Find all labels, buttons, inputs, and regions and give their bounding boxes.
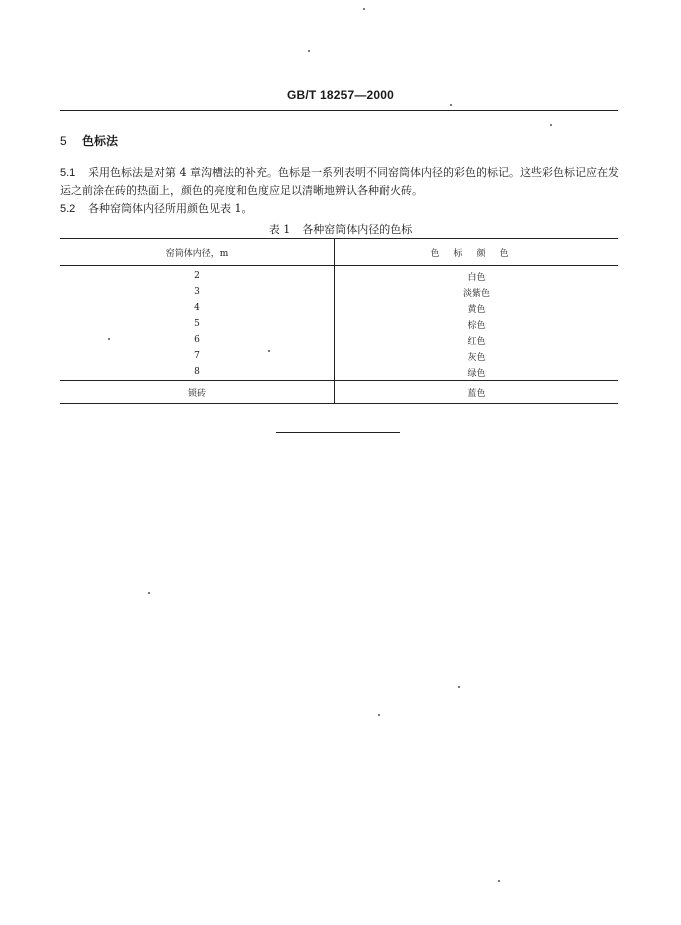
cell-diameter: 锁砖 [60, 381, 335, 404]
table-row [60, 284, 618, 300]
table-caption-number: 表 1 [268, 223, 291, 236]
cell-color: 黄色 [467, 304, 486, 315]
scan-speck [450, 104, 452, 106]
clause-text: 采用色标法是对第 4 章沟槽法的补充。色标是一系列表明不同窑筒体内径的彩色的标记。这些彩色标记应在发运之前涂在砖的热面上，颜色的亮度和色度应足以清晰地辨认各种耐火砖。 [60, 166, 619, 197]
scan-speck [148, 592, 150, 594]
scan-speck [108, 338, 110, 340]
clause-number: 5.1 [60, 167, 76, 179]
cell-color: 淡紫色 [462, 288, 490, 299]
page-header: GB/T 18257—2000 [286, 88, 395, 102]
section-number: 5 [60, 134, 67, 148]
table-footer-row [60, 381, 618, 404]
scan-speck [308, 50, 310, 52]
clause-5-1 [60, 164, 620, 199]
cell-diameter: 4 [60, 300, 335, 316]
clause-text: 各种窑筒体内径所用颜色见表 1。 [88, 202, 253, 215]
cell-diameter: 5 [60, 316, 335, 332]
clause-5-2 [60, 200, 620, 218]
table-row [60, 332, 618, 348]
header-color: 色标颜色 [335, 239, 619, 266]
table-row [60, 316, 618, 332]
table-row [60, 364, 618, 381]
scan-speck [458, 686, 460, 688]
color-code-table [60, 238, 618, 404]
scan-speck [378, 714, 380, 716]
cell-diameter: 7 [60, 348, 335, 364]
header-diameter: 窑筒体内径，m [60, 239, 335, 266]
cell-diameter: 3 [60, 284, 335, 300]
table-header-row [60, 239, 618, 266]
table-row [60, 300, 618, 316]
cell-diameter: 8 [60, 364, 335, 381]
table-row [60, 266, 618, 285]
scan-speck [268, 350, 270, 352]
cell-color: 灰色 [467, 352, 486, 363]
clause-number: 5.2 [60, 203, 76, 215]
cell-color: 绿色 [467, 368, 486, 379]
cell-color: 棕色 [467, 320, 486, 331]
scan-speck [363, 8, 365, 10]
section-title: 色标法 [82, 134, 119, 148]
cell-color: 白色 [467, 272, 486, 283]
cell-color: 蓝色 [335, 381, 619, 404]
scan-speck [550, 124, 552, 126]
table-row [60, 348, 618, 364]
scan-speck [498, 880, 500, 882]
header-rule [60, 110, 618, 111]
end-rule [276, 432, 400, 433]
cell-color: 红色 [467, 336, 486, 347]
table-caption-title: 各种窑筒体内径的色标 [302, 223, 413, 236]
cell-diameter: 2 [60, 266, 335, 285]
cell-diameter: 6 [60, 332, 335, 348]
section-heading [60, 132, 118, 149]
table-caption [0, 221, 681, 237]
